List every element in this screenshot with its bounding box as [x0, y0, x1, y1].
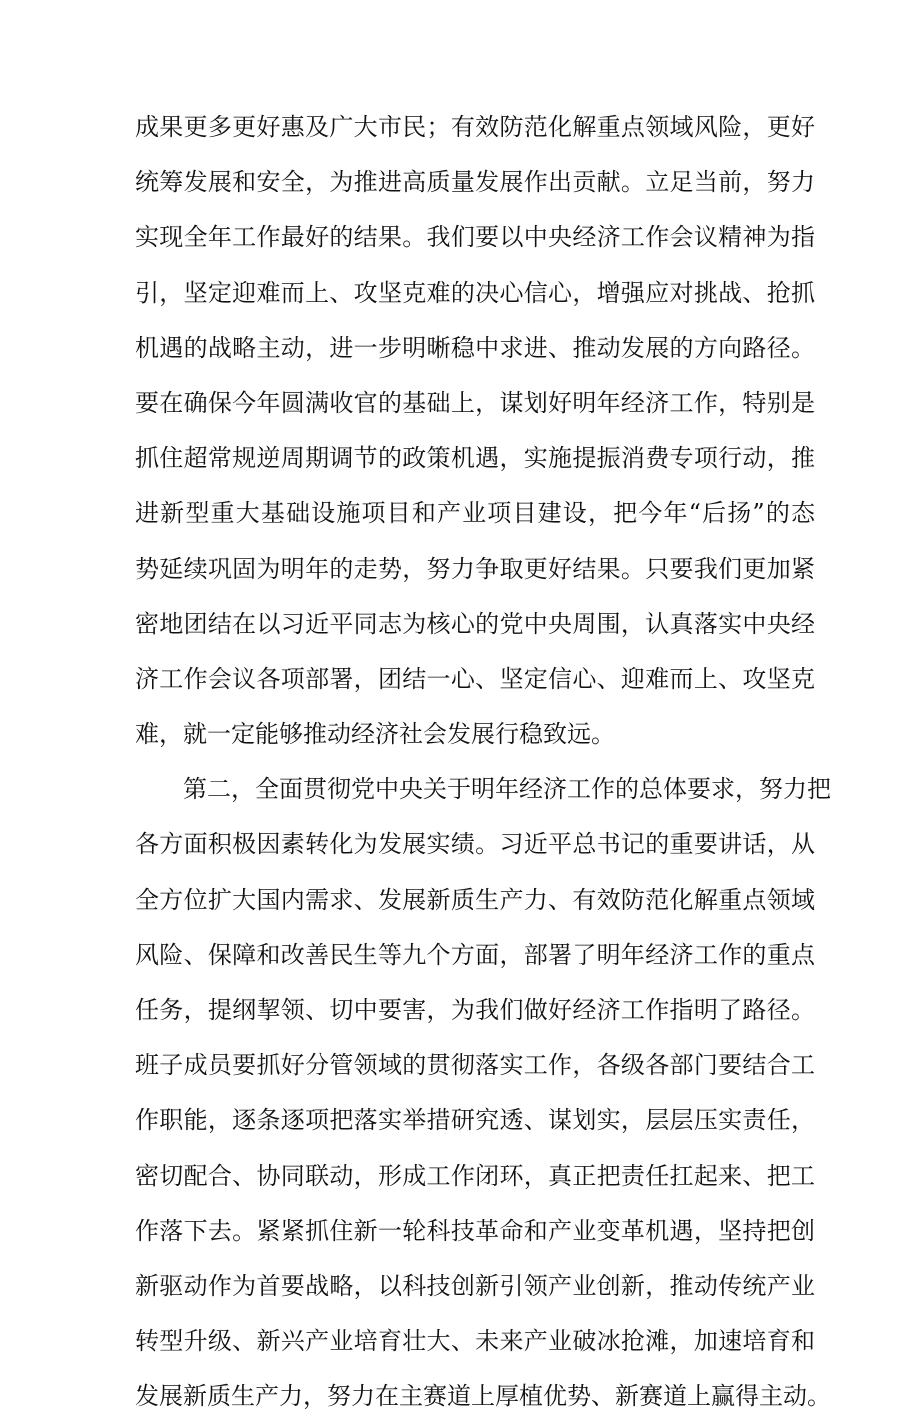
text-line: 进新型重大基础设施项目和产业项目建设，把今年“后扬”的态 — [135, 499, 815, 528]
text-line: 密地团结在以习近平同志为核心的党中央周围，认真落实中央经 — [135, 609, 815, 638]
text-line: 班子成员要抓好分管领域的贯彻落实工作，各级各部门要结合工 — [135, 1051, 815, 1080]
text-line: 济工作会议各项部署，团结一心、坚定信心、迎难而上、攻坚克 — [135, 664, 815, 693]
text-line: 转型升级、新兴产业培育壮大、未来产业破冰抢滩，加速培育和 — [135, 1327, 815, 1356]
text-line: 发展新质生产力，努力在主赛道上厚植优势、新赛道上赢得主动。 — [135, 1382, 831, 1411]
text-line: 势延续巩固为明年的走势，努力争取更好结果。只要我们更加紧 — [135, 554, 815, 583]
paragraph-start-line: 第二，全面贯彻党中央关于明年经济工作的总体要求，努力把 — [183, 775, 831, 804]
text-line: 成果更多更好惠及广大市民；有效防范化解重点领域风险，更好 — [135, 113, 815, 141]
text-line: 机遇的战略主动，进一步明晰稳中求进、推动发展的方向路径。 — [135, 333, 815, 362]
text-line: 引，坚定迎难而上、攻坚克难的决心信心，增强应对挑战、抢抓 — [135, 278, 815, 307]
text-line: 要在确保今年圆满收官的基础上，谋划好明年经济工作，特别是 — [135, 388, 815, 417]
paragraph-end-line: 难，就一定能够推动经济社会发展行稳致远。 — [135, 720, 615, 749]
text-line: 作职能，逐条逐项把落实举措研究透、谋划实，层层压实责任， — [135, 1106, 815, 1135]
text-line: 密切配合、协同联动，形成工作闭环，真正把责任扛起来、把工 — [135, 1161, 815, 1190]
text-line: 任务，提纲挈领、切中要害，为我们做好经济工作指明了路径。 — [135, 996, 815, 1024]
text-line: 实现全年工作最好的结果。我们要以中央经济工作会议精神为指 — [135, 223, 815, 252]
text-line: 抓住超常规逆周期调节的政策机遇，实施提振消费专项行动，推 — [135, 444, 815, 473]
text-line: 统筹发展和安全，为推进高质量发展作出贡献。立足当前，努力 — [135, 168, 815, 197]
text-line: 风险、保障和改善民生等九个方面，部署了明年经济工作的重点 — [135, 940, 815, 969]
body-text — [135, 100, 831, 1425]
text-line: 全方位扩大国内需求、发展新质生产力、有效防范化解重点领域 — [135, 885, 815, 914]
text-line: 作落下去。紧紧抓住新一轮科技革命和产业变革机遇，坚持把创 — [135, 1216, 815, 1245]
text-line: 各方面积极因素转化为发展实绩。习近平总书记的重要讲话，从 — [135, 830, 815, 859]
text-line: 新驱动作为首要战略，以科技创新引领产业创新，推动传统产业 — [135, 1271, 815, 1300]
